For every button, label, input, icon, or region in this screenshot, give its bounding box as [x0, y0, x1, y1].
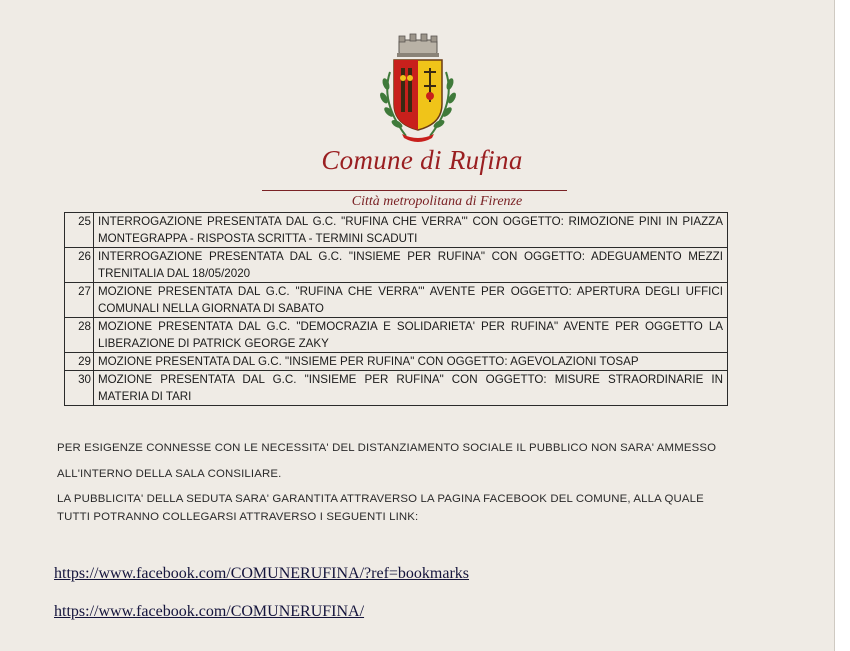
table-row	[65, 248, 728, 283]
item-text: INTERROGAZIONE PRESENTATA DAL G.C. "INSIEME PER RUFINA" CON OGGETTO: ADEGUAMENTO MEZZI TRENITALIA DAL 18/05/2020	[94, 248, 728, 283]
page-subtitle: Città metropolitana di Firenze	[351, 194, 523, 209]
item-number: 25	[65, 213, 94, 248]
item-number: 28	[65, 318, 94, 353]
item-number: 26	[65, 248, 94, 283]
agenda-table	[64, 212, 728, 406]
table-row	[65, 318, 728, 353]
title-divider	[262, 190, 567, 191]
notice-line: TUTTI POTRANNO COLLEGARSI ATTRAVERSO I SEGUENTI LINK:	[57, 511, 419, 523]
coat-of-arms-icon	[372, 32, 464, 144]
item-number: 30	[65, 371, 94, 406]
facebook-link-page[interactable]: https://www.facebook.com/COMUNERUFINA/	[54, 603, 365, 620]
item-number: 27	[65, 283, 94, 318]
item-number: 29	[65, 353, 94, 371]
notice-line: ALL'INTERNO DELLA SALA CONSILIARE.	[57, 468, 282, 480]
table-row	[65, 283, 728, 318]
page-title: Comune di Rufina	[321, 145, 523, 175]
table-row	[65, 213, 728, 248]
facebook-link-bookmarks[interactable]: https://www.facebook.com/COMUNERUFINA/?ref=bookmarks	[54, 565, 470, 582]
table-row	[65, 353, 728, 371]
item-text: MOZIONE PRESENTATA DAL G.C. "RUFINA CHE VERRA'" AVENTE PER OGGETTO: APERTURA DEGLI UFFICI COMUNALI NELLA GIORNATA DI SABATO	[94, 283, 728, 318]
item-text: INTERROGAZIONE PRESENTATA DAL G.C. "RUFINA CHE VERRA'" CON OGGETTO: RIMOZIONE PINI IN PIAZZA MONTEGRAPPA - RISPOSTA SCRITTA - TERMINI SCADUTI	[94, 213, 728, 248]
table-row	[65, 371, 728, 406]
item-text: MOZIONE PRESENTATA DAL G.C. "INSIEME PER RUFINA" CON OGGETTO: AGEVOLAZIONI TOSAP	[94, 353, 728, 371]
item-text: MOZIONE PRESENTATA DAL G.C. "DEMOCRAZIA E SOLIDARIETA' PER RUFINA" AVENTE PER OGGETTO LA LIBERAZIONE DI PATRICK GEORGE ZAKY	[94, 318, 728, 353]
notice-line: PER ESIGENZE CONNESSE CON LE NECESSITA' DEL DISTANZIAMENTO SOCIALE IL PUBBLICO NON SARA' AMMESSO	[57, 442, 717, 454]
notice-line: LA PUBBLICITA' DELLA SEDUTA SARA' GARANTITA ATTRAVERSO LA PAGINA FACEBOOK DEL COMUNE, ALLA QUALE	[57, 493, 704, 505]
item-text: MOZIONE PRESENTATA DAL G.C. "INSIEME PER RUFINA" CON OGGETTO: MISURE STRAORDINARIE IN MATERIA DI TARI	[94, 371, 728, 406]
